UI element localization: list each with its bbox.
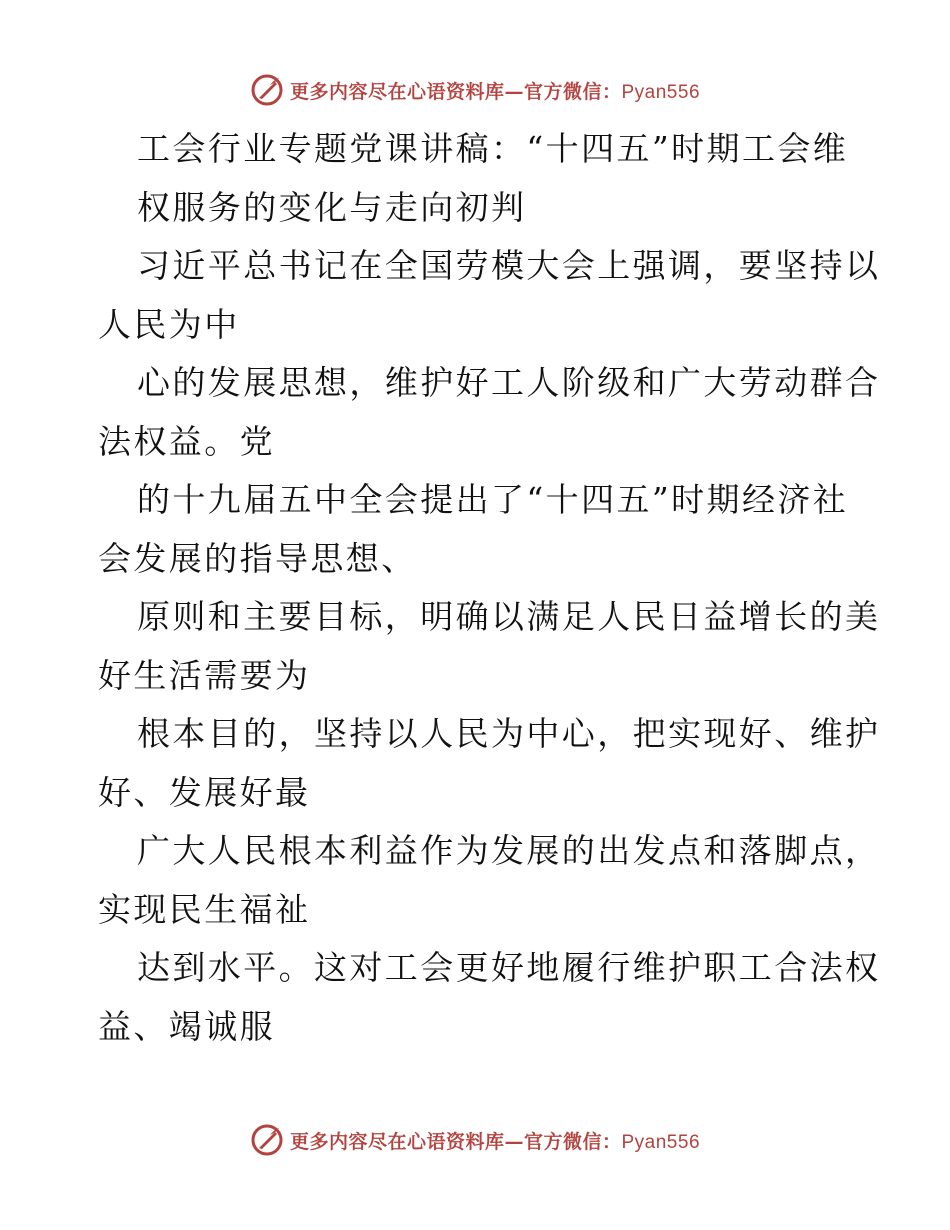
quill-logo-icon bbox=[250, 1123, 284, 1157]
footer-watermark-banner bbox=[0, 1120, 950, 1160]
paragraph-line: 的十九届五中全会提出了“十四五”时期经济社 bbox=[137, 480, 849, 519]
document-title-line: 权服务的变化与走向初判 bbox=[137, 187, 527, 227]
quill-logo-icon bbox=[250, 73, 284, 107]
paragraph-line: 达到水平。这对工会更好地履行维护职工合法权 bbox=[137, 948, 881, 987]
paragraph-line: 实现民生福祉 bbox=[98, 889, 311, 929]
banner-text: 更多内容尽在心语资料库—官方微信：Pyan556 bbox=[289, 1130, 701, 1153]
header-watermark-banner bbox=[0, 70, 950, 110]
paragraph-line: 法权益。党 bbox=[98, 421, 275, 461]
paragraph-line: 心的发展思想，维护好工人阶级和广大劳动群合 bbox=[137, 363, 881, 402]
paragraph-line: 益、竭诚服 bbox=[98, 1006, 275, 1046]
paragraph-line: 会发展的指导思想、 bbox=[98, 538, 417, 578]
banner-text: 更多内容尽在心语资料库—官方微信：Pyan556 bbox=[289, 80, 701, 103]
paragraph-line: 根本目的，坚持以人民为中心，把实现好、维护 bbox=[137, 714, 881, 753]
paragraph-line: 人民为中 bbox=[98, 304, 240, 344]
paragraph-line: 好、发展好最 bbox=[98, 772, 311, 812]
document-body bbox=[98, 120, 881, 1056]
paragraph-line: 好生活需要为 bbox=[98, 655, 311, 695]
paragraph-line: 习近平总书记在全国劳模大会上强调，要坚持以 bbox=[137, 246, 881, 285]
document-title-line: 工会行业专题党课讲稿：“十四五”时期工会维 bbox=[137, 129, 849, 168]
paragraph-line: 原则和主要目标，明确以满足人民日益增长的美 bbox=[137, 597, 881, 636]
paragraph-line: 广大人民根本利益作为发展的出发点和落脚点， bbox=[137, 831, 881, 870]
